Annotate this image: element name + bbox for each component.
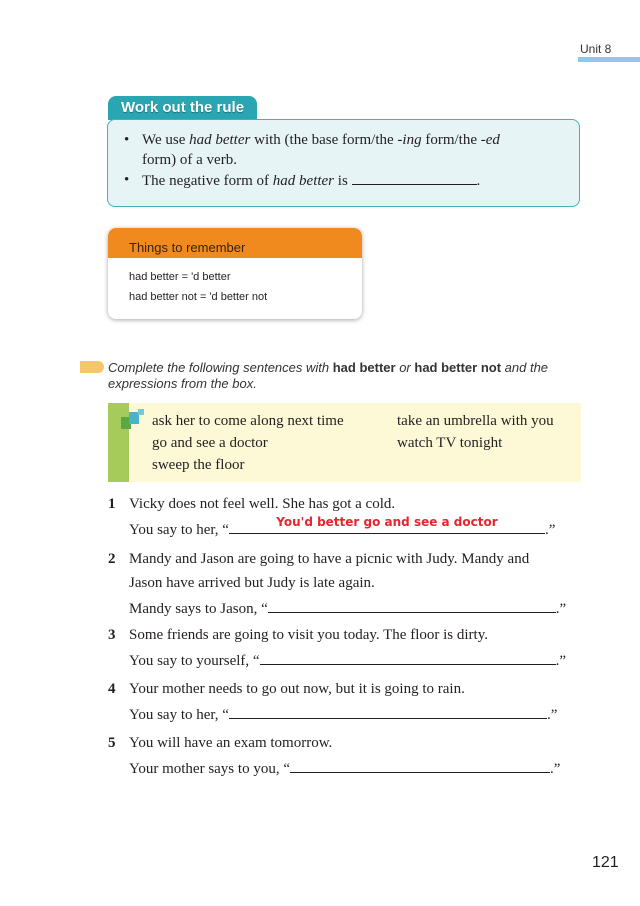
rule-text: form/the (421, 132, 481, 148)
question-text: Mandy and Jason are going to have a picnic with Judy. Mandy and (129, 551, 530, 567)
answer-blank[interactable] (290, 756, 550, 773)
remember-line-1: had better = 'd better (129, 271, 231, 283)
rule-text: We use (142, 132, 190, 148)
rule-text: had better (189, 132, 251, 148)
question-close: .” (549, 761, 561, 777)
rule-text: -ed (480, 132, 500, 148)
question-number: 2 (108, 551, 116, 567)
rule-list (124, 130, 564, 191)
rule-text: is (334, 173, 352, 189)
rule-bullet-1 (124, 130, 564, 170)
unit-label: Unit 8 (580, 42, 612, 56)
instruction-text: Complete the following sentences with (108, 360, 333, 375)
answer-blank[interactable] (260, 648, 556, 665)
question-close: .” (544, 522, 556, 538)
question-text: You will have an exam tomorrow. (129, 735, 333, 751)
remember-lines (108, 258, 362, 307)
rule-text: -ing (397, 132, 422, 148)
question-number: 3 (108, 627, 116, 643)
remember-title: Things to remember (108, 228, 362, 258)
handwritten-answer: You'd better go and see a doctor (276, 515, 498, 529)
unit-bar (578, 57, 640, 62)
page-number: 121 (592, 854, 619, 871)
rule-text: with (the base form/the (250, 132, 398, 148)
question-prompt: You say to her, “ (129, 522, 229, 538)
instruction-tab (80, 361, 104, 373)
instruction (108, 360, 578, 392)
instruction-text: expressions from the box. (108, 376, 257, 391)
rule-title: Work out the rule (108, 96, 257, 120)
question-number: 1 (108, 496, 116, 512)
question-prompt: You say to yourself, “ (129, 653, 260, 669)
remember-box (108, 228, 362, 319)
question-close: .” (546, 707, 558, 723)
question-text: Your mother needs to go out now, but it is going to rain. (129, 681, 465, 697)
expression-item: go and see a doctor (152, 435, 268, 451)
expression-box (108, 403, 581, 482)
question-prompt: You say to her, “ (129, 707, 229, 723)
instruction-text: and the (501, 360, 549, 375)
expression-item: sweep the floor (152, 457, 245, 473)
expression-item: ask her to come along next time (152, 413, 344, 429)
question-text: Some friends are going to visit you today. The floor is dirty. (129, 627, 488, 643)
instruction-text: had better (332, 360, 396, 375)
answer-blank[interactable] (229, 517, 545, 534)
question-text: Jason have arrived but Judy is late again. (129, 575, 375, 591)
question-prompt: Your mother says to you, “ (129, 761, 290, 777)
question-prompt: Mandy says to Jason, “ (129, 601, 268, 617)
instruction-text: had better not (414, 360, 502, 375)
rule-blank[interactable] (352, 170, 477, 185)
question-number: 5 (108, 735, 116, 751)
squares-icon (121, 409, 145, 433)
remember-line-2: had better not = 'd better not (129, 291, 268, 303)
question-number: 4 (108, 681, 116, 697)
answer-blank[interactable] (268, 596, 556, 613)
answer-blank[interactable] (229, 702, 547, 719)
rule-text: had better (272, 173, 335, 189)
question-close: .” (555, 653, 566, 669)
rule-text: . (476, 173, 481, 189)
rule-bullet-2 (124, 170, 564, 191)
rule-text: form) of a verb. (142, 152, 237, 168)
instruction-text: or (395, 360, 415, 375)
question-text: Vicky does not feel well. She has got a cold. (129, 496, 396, 512)
question-close: .” (555, 601, 567, 617)
expression-item: watch TV tonight (397, 435, 503, 451)
expression-item: take an umbrella with you (397, 413, 554, 429)
rule-text: The negative form of (142, 173, 273, 189)
